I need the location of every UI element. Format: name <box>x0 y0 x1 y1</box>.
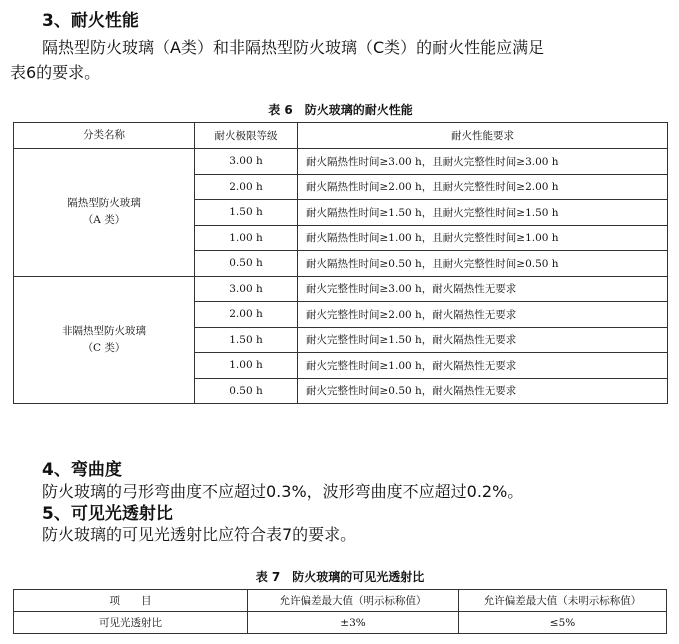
header-item: 项 目 <box>14 590 248 612</box>
declared-value-cell: ±3% <box>248 612 459 634</box>
group-c-name <box>14 276 195 404</box>
table-row <box>14 276 668 302</box>
grade-cell: 3.00 h <box>195 276 298 302</box>
grade-cell: 0.50 h <box>195 378 298 404</box>
requirement-cell: 耐火完整性时间≥1.50 h，耐火隔热性无要求 <box>298 327 668 353</box>
grade-cell: 1.50 h <box>195 200 298 226</box>
group-c-name-line2: （C 类） <box>82 341 126 354</box>
grade-cell: 3.00 h <box>195 149 298 175</box>
section-3-heading: 3、耐火性能 <box>42 11 139 31</box>
table-row <box>14 612 667 634</box>
table-7-visible-transmittance <box>13 589 667 634</box>
section-3-paragraph-line1: 隔热型防火玻璃（A类）和非隔热型防火玻璃（C类）的耐火性能应满足 <box>42 38 545 57</box>
section-4-paragraph: 防火玻璃的弓形弯曲度不应超过0.3%，波形弯曲度不应超过0.2%。 <box>42 482 524 501</box>
requirement-cell: 耐火隔热性时间≥1.00 h，且耐火完整性时间≥1.00 h <box>298 225 668 251</box>
undeclared-value-cell: ≤5% <box>459 612 667 634</box>
requirement-cell: 耐火完整性时间≥1.00 h，耐火隔热性无要求 <box>298 353 668 379</box>
header-category: 分类名称 <box>14 123 195 149</box>
requirement-cell: 耐火完整性时间≥0.50 h，耐火隔热性无要求 <box>298 378 668 404</box>
group-a-name-line2: （A 类） <box>82 214 126 227</box>
requirement-cell: 耐火完整性时间≥2.00 h，耐火隔热性无要求 <box>298 302 668 328</box>
group-a-name-line1: 隔热型防火玻璃 <box>67 197 141 210</box>
grade-cell: 1.00 h <box>195 225 298 251</box>
item-cell: 可见光透射比 <box>14 612 248 634</box>
group-a-name <box>14 149 195 277</box>
header-grade: 耐火极限等级 <box>195 123 298 149</box>
section-5-paragraph: 防火玻璃的可见光透射比应符合表7的要求。 <box>42 525 357 544</box>
table-header-row <box>14 590 667 612</box>
requirement-cell: 耐火隔热性时间≥2.00 h，且耐火完整性时间≥2.00 h <box>298 174 668 200</box>
section-5-heading: 5、可见光透射比 <box>42 504 173 524</box>
requirement-cell: 耐火隔热性时间≥1.50 h，且耐火完整性时间≥1.50 h <box>298 200 668 226</box>
header-undeclared-tolerance: 允许偏差最大值（未明示标称值） <box>459 590 667 612</box>
header-requirement: 耐火性能要求 <box>298 123 668 149</box>
table-7-caption: 表 7 防火玻璃的可见光透射比 <box>255 570 425 584</box>
requirement-cell: 耐火隔热性时间≥3.00 h，且耐火完整性时间≥3.00 h <box>298 149 668 175</box>
section-3-paragraph-line2: 表6的要求。 <box>10 63 101 82</box>
section-4-heading: 4、弯曲度 <box>42 460 122 480</box>
grade-cell: 2.00 h <box>195 302 298 328</box>
grade-cell: 2.00 h <box>195 174 298 200</box>
requirement-cell: 耐火完整性时间≥3.00 h，耐火隔热性无要求 <box>298 276 668 302</box>
grade-cell: 0.50 h <box>195 251 298 277</box>
group-c-name-line1: 非隔热型防火玻璃 <box>62 324 146 337</box>
table-6-caption: 表 6 防火玻璃的耐火性能 <box>268 103 413 117</box>
requirement-cell: 耐火隔热性时间≥0.50 h，且耐火完整性时间≥0.50 h <box>298 251 668 277</box>
table-6-fire-resistance <box>13 122 668 404</box>
header-declared-tolerance: 允许偏差最大值（明示标称值） <box>248 590 459 612</box>
table-row <box>14 149 668 175</box>
grade-cell: 1.00 h <box>195 353 298 379</box>
table-header-row <box>14 123 668 149</box>
grade-cell: 1.50 h <box>195 327 298 353</box>
